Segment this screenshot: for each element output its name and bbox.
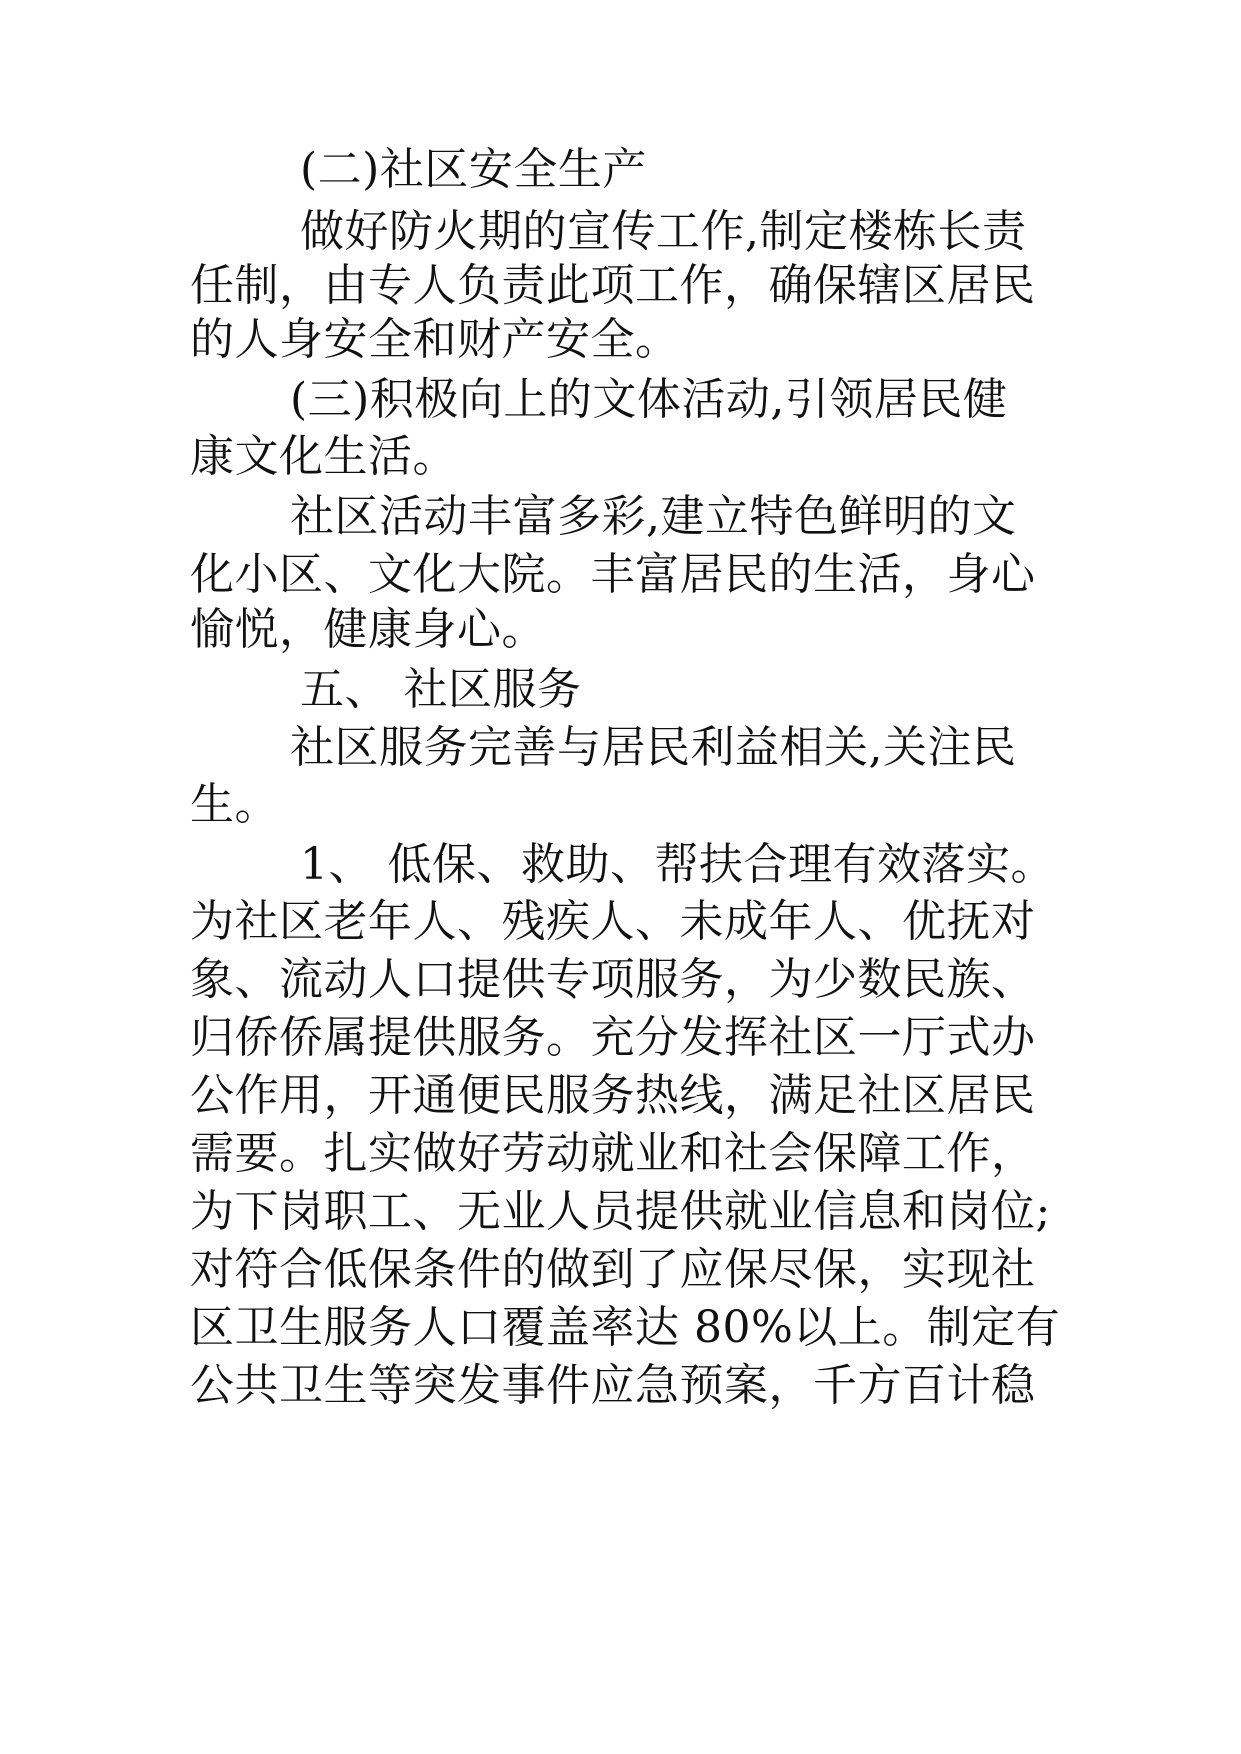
paragraph-line: 为社区老年人、残疾人、未成年人、优抚对 bbox=[190, 896, 1036, 947]
paragraph-line: 任制，由专人负责此项工作，确保辖区居民 bbox=[190, 260, 1036, 311]
paragraph-line: 象、流动人口提供专项服务，为少数民族、 bbox=[190, 954, 1036, 1005]
paragraph-line: 为下岗职工、无业人员提供就业信息和岗位; bbox=[190, 1186, 1051, 1237]
paragraph-line: 归侨侨属提供服务。充分发挥社区一厅式办 bbox=[190, 1012, 1036, 1063]
paragraph-line: 对符合低保条件的做到了应保尽保，实现社 bbox=[190, 1244, 1036, 1295]
paragraph-line: 区卫生服务人口覆盖率达 80%以上。制定有 bbox=[190, 1302, 1061, 1353]
paragraph-line: 做好防火期的宣传工作,制定楼栋长责 bbox=[300, 206, 1027, 257]
list-item-heading: 1、 低保、救助、帮扶合理有效落实。 bbox=[300, 839, 1055, 890]
paragraph-line: 的人身安全和财产安全。 bbox=[190, 314, 680, 365]
paragraph-line: 愉悦，健康身心。 bbox=[190, 604, 546, 655]
section-heading-culture: (三)积极向上的文体活动,引领居民健 bbox=[290, 374, 1008, 425]
paragraph-line: 需要。扎实做好劳动就业和社会保障工作， bbox=[190, 1128, 1036, 1179]
paragraph-line: 生。 bbox=[190, 779, 279, 830]
paragraph-line: 公作用，开通便民服务热线，满足社区居民 bbox=[190, 1070, 1036, 1121]
paragraph-line: 公共卫生等突发事件应急预案，千方百计稳 bbox=[190, 1360, 1036, 1411]
paragraph-line: 社区服务完善与居民利益相关,关注民 bbox=[290, 722, 1017, 773]
paragraph-line: 康文化生活。 bbox=[190, 431, 457, 482]
section-heading-service: 五、 社区服务 bbox=[300, 664, 582, 715]
paragraph-line: 化小区、文化大院。丰富居民的生活，身心 bbox=[190, 549, 1036, 600]
section-heading-safety: (二)社区安全生产 bbox=[300, 144, 647, 195]
paragraph-line: 社区活动丰富多彩,建立特色鲜明的文 bbox=[290, 491, 1017, 542]
